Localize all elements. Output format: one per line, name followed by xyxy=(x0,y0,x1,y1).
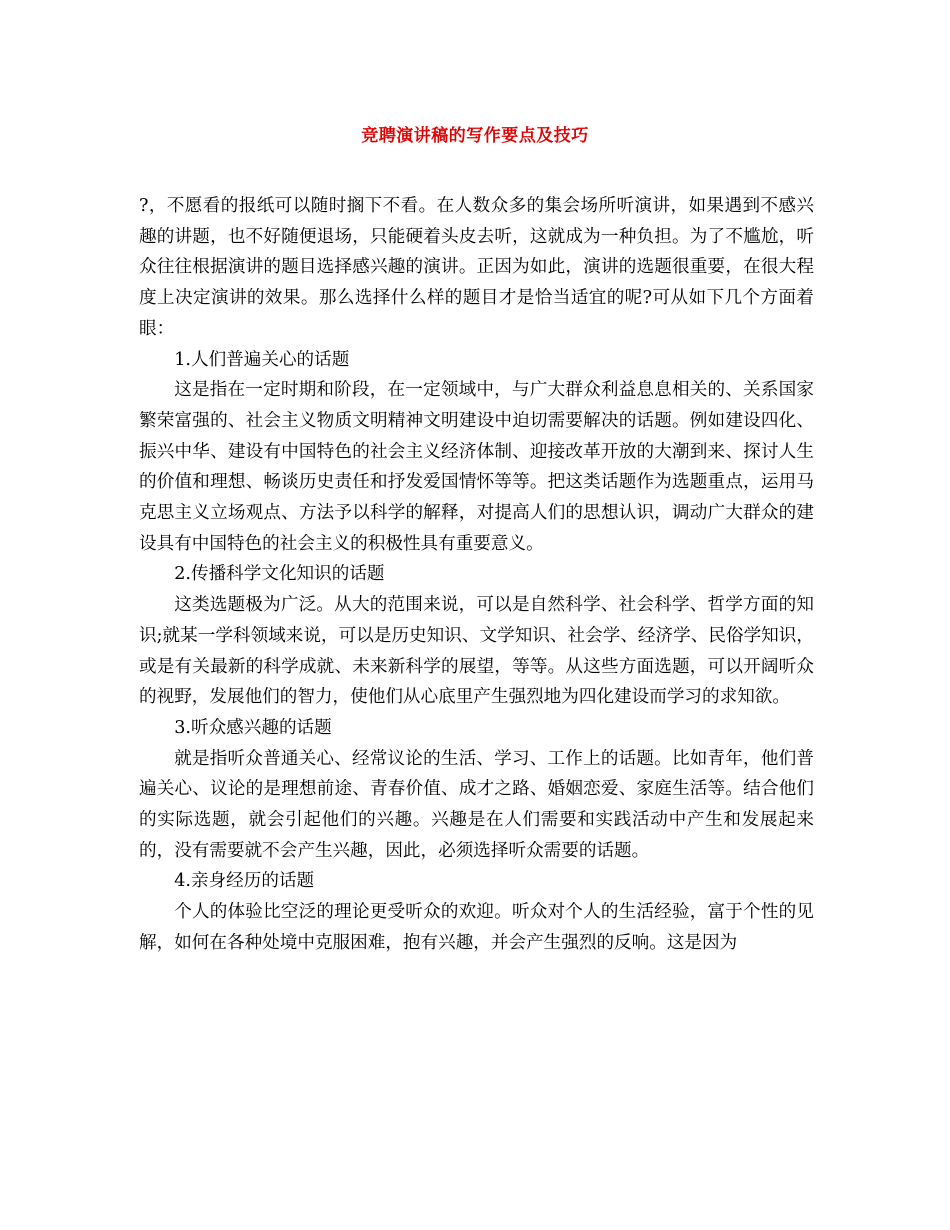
paragraph: 就是指听众普通关心、经常议论的生活、学习、工作上的话题。比如青年，他们普遍关心、议论的是理想前途、青春价值、成才之路、婚姻恋爱、家庭生活等。结合他们的实际选题，就会引起他们的兴趣。兴趣是在人们需要和实践活动中产生和发展起来的，没有需要就不会产生兴趣，因此，必须选择听众需要的话题。 xyxy=(139,748,814,861)
paragraph: 个人的体验比空泛的理论更受听众的欢迎。听众对个人的生活经验，富于个性的见解，如何在各种处境中克服困难，抱有兴趣，并会产生强烈的反响。这是因为 xyxy=(139,902,814,953)
section-heading: 3.听众感兴趣的话题 xyxy=(174,717,332,738)
paragraph: 这类选题极为广泛。从大的范围来说，可以是自然科学、社会科学、哲学方面的知识;就某一学科领域来说，可以是历史知识、文学知识、社会学、经济学、民俗学知识，或是有关最新的科学成就、未来新科学的展望，等等。从这些方面选题，可以开阔听众的视野，发展他们的智力，使他们从心底里产生强烈地为四化建设而学习的求知欲。 xyxy=(139,595,814,708)
section-heading: 4.亲身经历的话题 xyxy=(174,871,315,892)
section-heading: 1.人们普遍关心的话题 xyxy=(174,349,350,370)
document-body xyxy=(139,191,814,959)
paragraph: ?，不愿看的报纸可以随时搁下不看。在人数众多的集会场所听演讲，如果遇到不感兴趣的讲题，也不好随便退场，只能硬着头皮去听，这就成为一种负担。为了不尴尬，听众往往根据演讲的题目选择感兴趣的演讲。正因为如此，演讲的选题很重要，在很大程度上决定演讲的效果。那么选择什么样的题目才是恰当适宜的呢?可从如下几个方面着眼： xyxy=(139,196,814,339)
section-heading: 2.传播科学文化知识的话题 xyxy=(174,564,385,585)
document-title: 竞聘演讲稿的写作要点及技巧 xyxy=(361,126,589,146)
paragraph: 这是指在一定时期和阶段，在一定领域中，与广大群众利益息息相关的、关系国家繁荣富强的、社会主义物质文明精神文明建设中迫切需要解决的话题。例如建设四化、振兴中华、建设有中国特色的社会主义经济体制、迎接改革开放的大潮到来、探讨人生的价值和理想、畅谈历史责任和抒发爱国情怀等等。把这类话题作为选题重点，运用马克思主义立场观点、方法予以科学的解释，对提高人们的思想认识，调动广大群众的建设具有中国特色的社会主义的积极性具有重要意义。 xyxy=(139,380,814,554)
